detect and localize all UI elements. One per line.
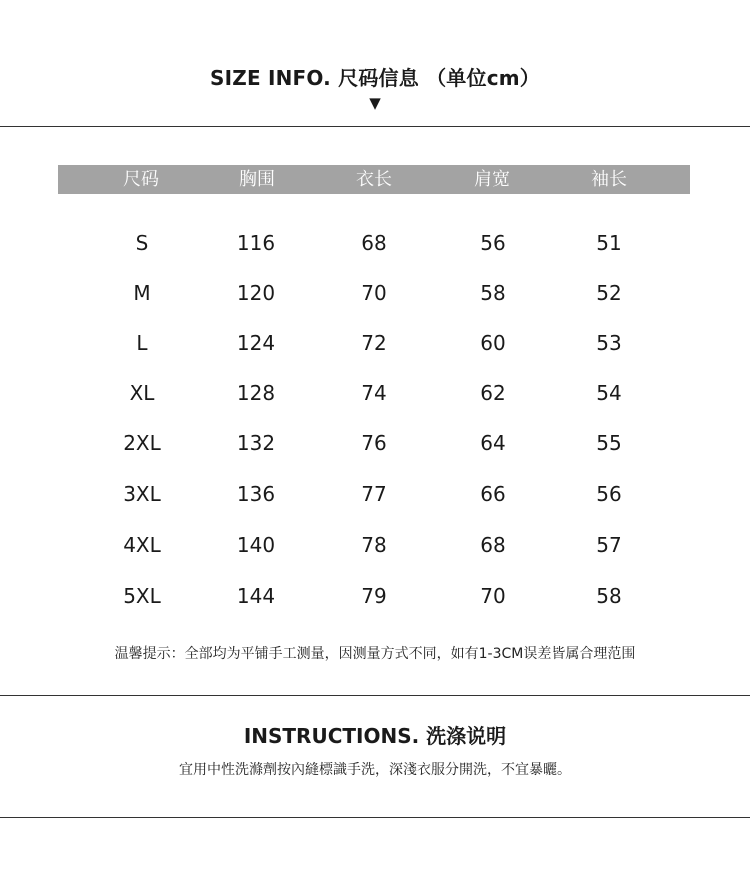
cell-shoulder: 60 bbox=[480, 331, 506, 355]
cell-length: 72 bbox=[361, 331, 387, 355]
cell-shoulder: 68 bbox=[480, 533, 506, 557]
cell-shoulder: 62 bbox=[480, 381, 506, 405]
cell-chest: 132 bbox=[236, 431, 276, 455]
down-triangle-icon: ▼ bbox=[369, 94, 381, 112]
cell-size: L bbox=[136, 331, 148, 355]
cell-chest: 128 bbox=[236, 381, 276, 405]
cell-sleeve: 54 bbox=[596, 381, 622, 405]
cell-length: 74 bbox=[361, 381, 387, 405]
bottom-divider bbox=[0, 817, 750, 818]
cell-shoulder: 58 bbox=[480, 281, 506, 305]
header-shoulder: 肩宽 bbox=[474, 169, 510, 190]
cell-length: 76 bbox=[361, 431, 387, 455]
cell-sleeve: 52 bbox=[596, 281, 622, 305]
cell-length: 77 bbox=[361, 482, 387, 506]
size-info-title: SIZE INFO. 尺码信息 （单位cm） bbox=[210, 66, 540, 90]
header-size: 尺码 bbox=[123, 169, 159, 190]
header-length: 衣长 bbox=[356, 169, 392, 190]
top-divider bbox=[0, 126, 750, 127]
cell-size: S bbox=[135, 231, 149, 255]
cell-length: 68 bbox=[361, 231, 387, 255]
cell-shoulder: 70 bbox=[480, 584, 506, 608]
cell-chest: 144 bbox=[236, 584, 276, 608]
cell-length: 70 bbox=[361, 281, 387, 305]
middle-divider bbox=[0, 695, 750, 696]
cell-size: M bbox=[133, 281, 151, 305]
cell-shoulder: 64 bbox=[480, 431, 506, 455]
cell-sleeve: 51 bbox=[596, 231, 622, 255]
cell-sleeve: 56 bbox=[596, 482, 622, 506]
cell-size: 5XL bbox=[123, 584, 161, 608]
cell-chest: 140 bbox=[236, 533, 276, 557]
cell-sleeve: 57 bbox=[596, 533, 622, 557]
cell-chest: 124 bbox=[236, 331, 276, 355]
header-sleeve: 袖长 bbox=[591, 169, 627, 190]
cell-size: 3XL bbox=[123, 482, 161, 506]
cell-size: 2XL bbox=[123, 431, 161, 455]
instructions-title: INSTRUCTIONS. 洗涤说明 bbox=[243, 724, 507, 748]
cell-length: 79 bbox=[361, 584, 387, 608]
cell-sleeve: 55 bbox=[596, 431, 622, 455]
cell-length: 78 bbox=[361, 533, 387, 557]
cell-chest: 120 bbox=[236, 281, 276, 305]
cell-chest: 116 bbox=[236, 231, 276, 255]
cell-sleeve: 53 bbox=[596, 331, 622, 355]
size-table-header bbox=[58, 165, 690, 194]
cell-shoulder: 66 bbox=[480, 482, 506, 506]
header-chest: 胸围 bbox=[239, 169, 275, 190]
cell-chest: 136 bbox=[236, 482, 276, 506]
instructions-text: 宜用中性洗滌劑按內縫標識手洗，深淺衣服分開洗，不宜暴曬。 bbox=[179, 762, 571, 778]
measurement-note: 温馨提示：全部均为平铺手工测量，因测量方式不同，如有1-3CM误差皆属合理范围 bbox=[114, 646, 636, 662]
cell-shoulder: 56 bbox=[480, 231, 506, 255]
cell-sleeve: 58 bbox=[596, 584, 622, 608]
cell-size: XL bbox=[129, 381, 155, 405]
cell-size: 4XL bbox=[123, 533, 161, 557]
